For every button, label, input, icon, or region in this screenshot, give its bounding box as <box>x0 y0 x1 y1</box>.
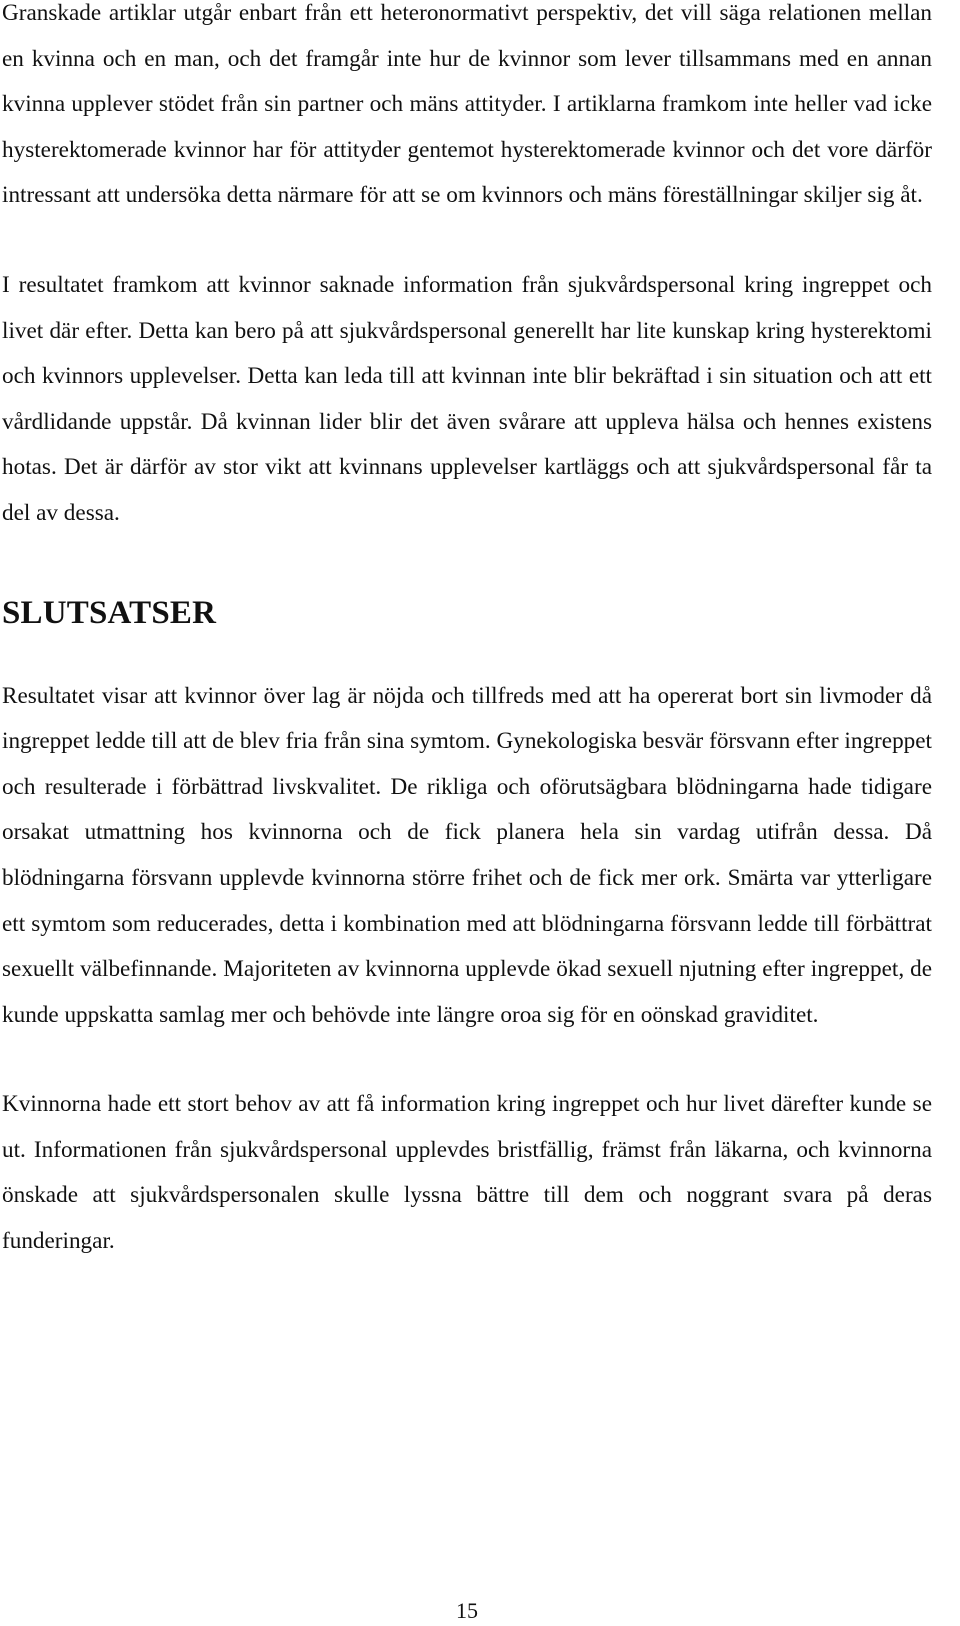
body-paragraph: I resultatet framkom att kvinnor saknade information från sjukvårdspersonal kring ingreppet och livet där efter. Detta kan bero på att sjukvårdspersonal generellt har lite kunskap kring hysterektomi och kvinnors upplevelser. Detta kan leda till att kvinnan inte blir bekräftad i sin situation och att ett vårdlidande uppstår. Då kvinnan lider blir det även svårare att uppleva hälsa och hennes existens hotas. Det är därför av stor vikt att kvinnans upplevelser kartläggs och att sjukvårdspersonal får ta del av dessa. <box>2 271 932 526</box>
body-paragraph: Granskade artiklar utgår enbart från ett heteronormativt perspektiv, det vill säga relationen mellan en kvinna och en man, och det framgår inte hur de kvinnor som lever tillsammans med en annan kvinna upplever stödet från sin partner och mäns attityder. I artiklarna framkom inte heller vad icke hysterektomerade kvinnor har för attityder gentemot hysterektomerade kvinnor och det vore därför intressant att undersöka detta närmare för att se om kvinnors och mäns föreställningar skiljer sig åt. <box>2 0 932 209</box>
section-heading: SLUTSATSER <box>2 594 217 631</box>
body-paragraph: Resultatet visar att kvinnor över lag är nöjda och tillfreds med att ha opererat bort sin livmoder då ingreppet ledde till att de blev fria från sina symtom. Gynekologiska besvär försvann efter ingreppet och resulterade i förbättrad livskvalitet. De rikliga och oförutsägbara blödningarna hade tidigare orsakat utmattning hos kvinnorna och de fick planera hela sin vardag utifrån dessa. Då blödningarna försvann upplevde kvinnorna större frihet och de fick mer ork. Smärta var ytterligare ett symtom som reducerades, detta i kombination med att blödningarna försvann ledde till förbättrat sexuellt välbefinnande. Majoriteten av kvinnorna upplevde ökad sexuell njutning efter ingreppet, de kunde uppskatta samlag mer och behövde inte längre oroa sig för en oönskad graviditet. <box>2 682 932 1028</box>
document-page <box>2 0 932 1265</box>
page-number: 15 <box>456 1598 478 1623</box>
body-paragraph: Kvinnorna hade ett stort behov av att få information kring ingreppet och hur livet därefter kunde se ut. Informationen från sjukvårdspersonal upplevdes bristfällig, främst från läkarna, och kvinnorna önskade att sjukvårdspersonalen skulle lyssna bättre till dem och noggrant svara på deras funderingar. <box>2 1091 932 1255</box>
